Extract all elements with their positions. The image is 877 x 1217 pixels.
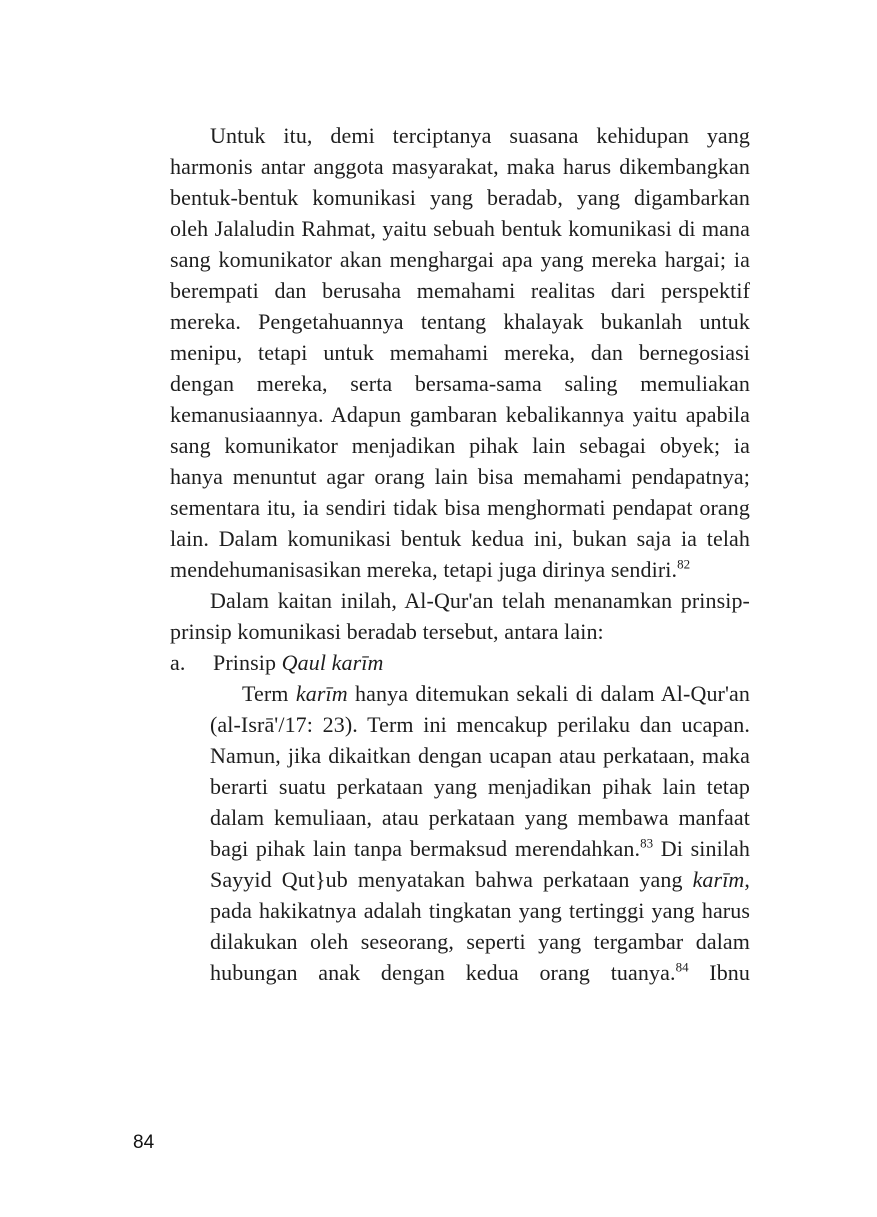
list-item-marker: a. [170,650,186,675]
list-item-heading: Prinsip Qaul karīm [213,650,384,675]
paragraph-1: Untuk itu, demi terciptanya suasana kehidupan yang harmonis antar anggota masyarakat, maka harus dikembangkan bentuk-bentuk komunikasi yang beradab, yang digambarkan oleh Jalaludin Rahmat, yaitu sebuah bentuk komunikasi di mana sang komunikator akan menghargai apa yang mereka hargai; ia berempati dan berusaha memahami realitas dari perspektif mereka. Pengetahuannya tentang khalayak bukanlah untuk menipu, tetapi untuk memahami mereka, dan bernegosiasi dengan mereka, serta bersama-sama saling memuliakan kemanusiaannya. Adapun gambaran kebalikannya yaitu apabila sang komunikator menjadikan pihak lain sebagai obyek; ia hanya menuntut agar orang lain bisa memahami pendapatnya; sementara itu, ia sendiri tidak bisa menghormati pendapat orang lain. Dalam komunikasi bentuk kedua ini, bukan saja ia telah mendehumanisasikan mereka, tetapi juga dirinya sendiri.$^{82}$ [170,123,750,582]
paragraph-2: Dalam kaitan inilah, Al-Qur'an telah menanamkan prinsip-prinsip komunikasi beradab tersebut, antara lain: [170,588,750,644]
body-text [170,120,750,988]
page-number: 84 [133,1132,155,1153]
list-item-a [170,647,750,678]
paragraph-3: Term karīm hanya ditemukan sekali di dalam Al-Qur'an (al-Isrā'/17: 23). Term ini mencakup perilaku dan ucapan. Namun, jika dikaitkan dengan ucapan atau perkataan, maka berarti suatu perkataan yang menjadikan pihak lain tetap dalam kemuliaan, atau perkataan yang membawa manfaat bagi pihak lain tanpa bermaksud merendahkan.$^{83}$ Di sinilah Sayyid Qut}ub menyatakan bahwa perkataan yang karīm, pada hakikatnya adalah tingkatan yang tertinggi yang harus dilakukan oleh seseorang, seperti yang tergambar dalam hubungan anak dengan kedua orang tuanya.$^{84}$ Ibnu [210,681,751,985]
